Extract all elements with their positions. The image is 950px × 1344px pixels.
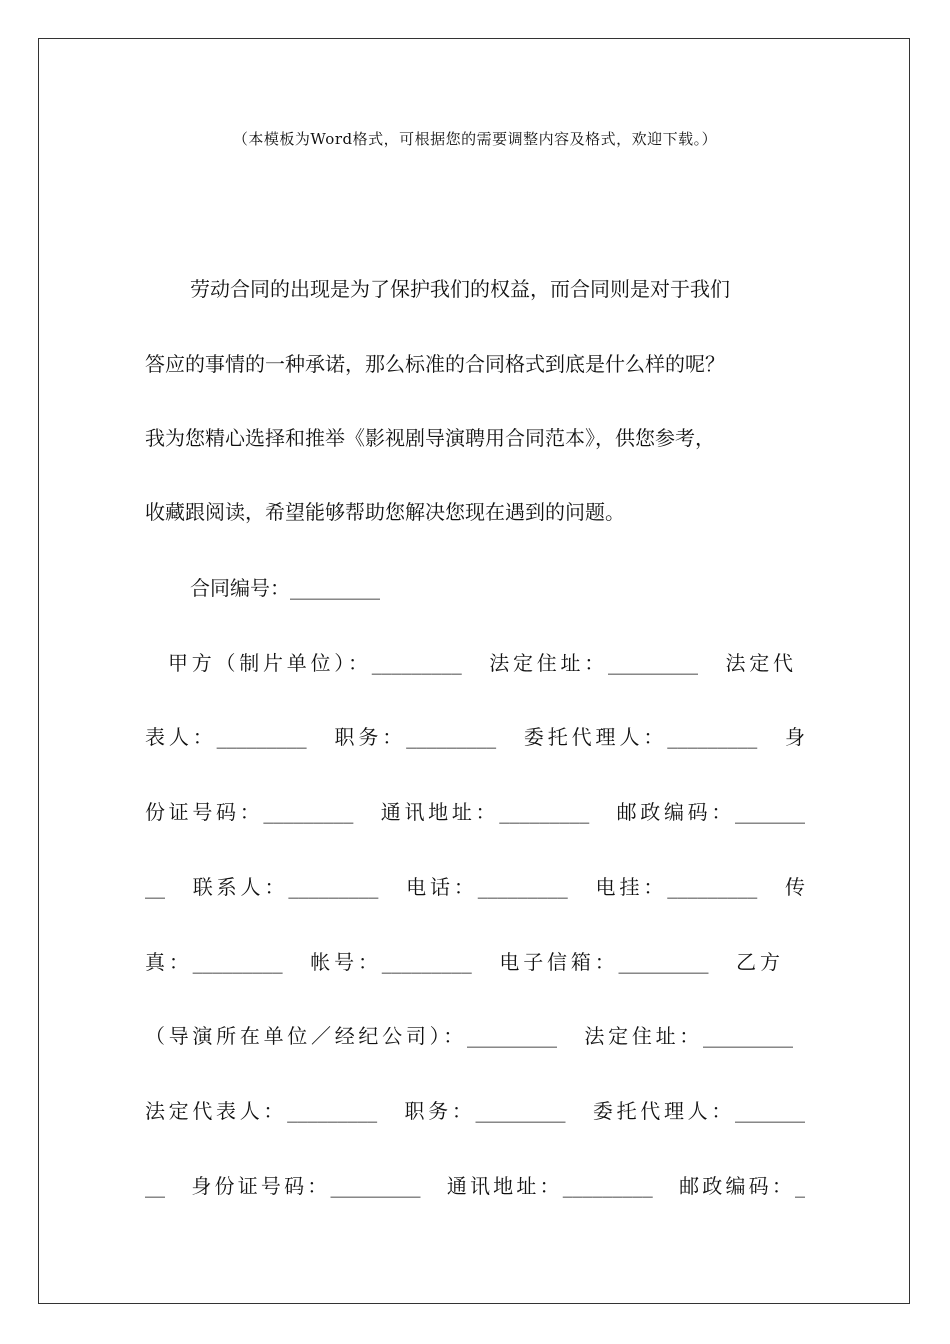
party-b-line-1: （导演所在单位／经纪公司）：_________ 法定住址：_________ (145, 1024, 793, 1048)
paragraph-line-3: 我为您精心选择和推举《影视剧导演聘用合同范本》，供您参考， (145, 426, 715, 450)
party-a-line-3: 份证号码：_________ 通讯地址：_________ 邮政编码：_______ (145, 800, 805, 824)
party-b-line-2: 法定代表人：_________ 职务：_________ 委托代理人：_______ (145, 1099, 805, 1123)
party-a-line-5: 真：_________ 帐号：_________ 电子信箱：_________ 乙方 (145, 950, 780, 974)
party-b-line-3: __ 身份证号码：_________ 通讯地址：_________ 邮政编码：_ (145, 1174, 805, 1198)
paragraph-line-2: 答应的事情的一种承诺，那么标准的合同格式到底是什么样的呢？ (145, 352, 725, 376)
paragraph-line-1: 劳动合同的出现是为了保护我们的权益，而合同则是对于我们 (190, 277, 730, 301)
contract-number-line: 合同编号：_________ (190, 576, 380, 600)
party-a-line-4: __ 联系人：_________ 电话：_________ 电挂：_________ 传 (145, 875, 805, 899)
paragraph-line-4: 收藏跟阅读，希望能够帮助您解决您现在遇到的问题。 (145, 500, 625, 524)
party-a-line-2: 表人：_________ 职务：_________ 委托代理人：_________ 身 (145, 725, 805, 749)
party-a-line-1: 甲方（制片单位）：_________ 法定住址：_________ 法定代 (168, 651, 793, 675)
template-notice: （本模板为Word格式，可根据您的需要调整内容及格式，欢迎下载。） (232, 130, 718, 148)
